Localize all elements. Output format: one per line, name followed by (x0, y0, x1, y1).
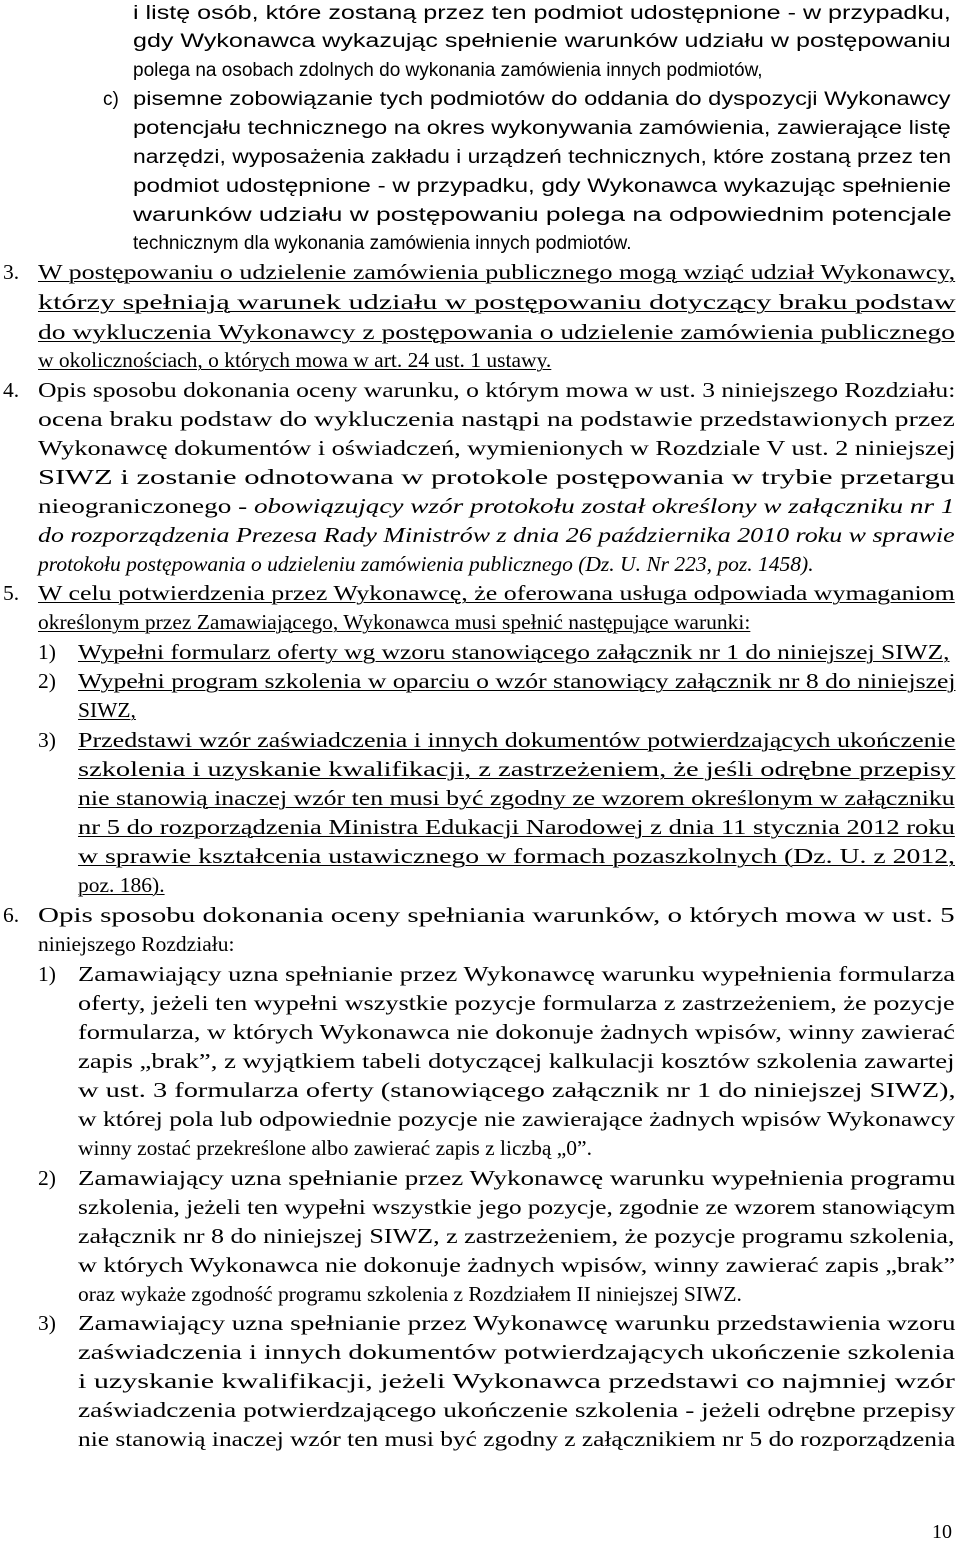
section-6-item-line: Zamawiający uzna spełnianie przez Wykonawcę warunku przedstawienia wzoru (78, 1311, 956, 1335)
section-5-item-line: Przedstawi wzór zaświadczenia i innych dokumentów potwierdzających ukończenie (78, 728, 956, 752)
section-5-item-marker: 1) (38, 640, 56, 664)
section-6-item-line: zaświadczenia i innych dokumentów potwierdzających ukończenie szkolenia (78, 1340, 955, 1364)
item-c-line: potencjału technicznego na okres wykonywania zamówienia, zawierające listę (133, 118, 951, 139)
item-c-marker: c) (103, 89, 119, 110)
section-6-item-line: zaświadczenia potwierdzającego ukończenie szkolenia - jeżeli odrębne przepisy (78, 1398, 956, 1422)
section-5-item-marker: 2) (38, 669, 56, 693)
section-5-item-marker: 3) (38, 728, 56, 752)
section-3-line: do wykluczenia Wykonawcy z postępowania o udzielenie zamówienia publicznego (38, 320, 955, 344)
section-6-item-line: w której pola lub odpowiednie pozycje nie zawierające żadnych wpisów Wykonawcy (78, 1107, 956, 1131)
section-5-item-line: Wypełni program szkolenia w oparciu o wzór stanowiący załącznik nr 8 do niniejszej (78, 669, 956, 693)
section-4-line: Opis sposobu dokonania oceny warunku, o którym mowa w ust. 3 niniejszego Rozdziału: (38, 378, 956, 402)
section-5-item-line: w sprawie kształcenia ustawicznego w formach pozaszkolnych (Dz. U. z 2012, (78, 844, 955, 868)
section-6-line: niniejszego Rozdziału: (38, 932, 235, 956)
section-6-item-marker: 1) (38, 962, 56, 986)
item-c-line: pisemne zobowiązanie tych podmiotów do oddania do dyspozycji Wykonawcy (133, 89, 951, 110)
page-number: 10 (932, 1521, 952, 1543)
section-6-item-marker: 2) (38, 1166, 56, 1190)
section-5-item-line: Wypełni formularz oferty wg wzoru stanowiącego załącznik nr 1 do niniejszej SIWZ, (78, 640, 950, 664)
section-5-item-line: nr 5 do rozporządzenia Ministra Edukacji Narodowej z dnia 11 stycznia 2012 roku (78, 815, 955, 839)
section-5-item-line: szkolenia i uzyskanie kwalifikacji, z zastrzeżeniem, że jeśli odrębne przepisy (78, 757, 956, 781)
item-c-line: technicznym dla wykonania zamówienia innych podmiotów. (133, 233, 632, 254)
section-6-item-line: załącznik nr 8 do niniejszej SIWZ, z zastrzeżeniem, że pozycje programu szkolenia, (78, 1224, 955, 1248)
section-4-line: SIWZ i zostanie odnotowana w protokole postępowania w trybie przetargu (38, 465, 956, 489)
section-6-item-line: Zamawiający uzna spełnianie przez Wykonawcę warunku wypełnienia programu (78, 1166, 956, 1190)
section-3-line: W postępowaniu o udzielenie zamówienia publicznego mogą wziąć udział Wykonawcy, (38, 260, 956, 284)
section-5-line: W celu potwierdzenia przez Wykonawcę, że oferowana usługa odpowiada wymaganiom (38, 581, 955, 605)
section-4-mixed-italic: obowiązujący wzór protokołu został określony w załączniku nr 1 (253, 494, 955, 518)
section-5-line: określonym przez Zamawiającego, Wykonawca musi spełnić następujące warunki: (38, 610, 751, 634)
section-6-item-line: oferty, jeżeli ten wypełni wszystkie pozycje formularza z zastrzeżeniem, że pozycje (78, 991, 955, 1015)
item-c-line: narzędzi, wyposażenia zakładu i urządzeń technicznych, które zostaną przez ten (133, 147, 952, 168)
intro-line: gdy Wykonawca wykazując spełnienie warunków udziału w postępowaniu (133, 31, 951, 52)
section-4-mixed-line (38, 496, 954, 518)
section-6-marker: 6. (3, 903, 20, 927)
section-6-item-marker: 3) (38, 1311, 56, 1335)
intro-line: polega na osobach zdolnych do wykonania zamówienia innych podmiotów, (133, 60, 763, 81)
section-6-item-line: szkolenia, jeżeli ten wypełni wszystkie jego pozycje, zgodnie ze wzorem stanowiącym (78, 1195, 956, 1219)
section-6-item-line: zapis „brak”, z wyjątkiem tabeli dotyczącej kalkulacji kosztów szkolenia zawartej (78, 1049, 955, 1073)
section-6-item-line: i uzyskanie kwalifikacji, jeżeli Wykonawca przedstawi co najmniej wzór (78, 1369, 955, 1393)
section-6-item-line: nie stanowią inaczej wzór ten musi być zgodny z załącznikiem nr 5 do rozporządzenia (78, 1427, 956, 1451)
section-6-line: Opis sposobu dokonania oceny spełniania warunków, o których mowa w ust. 5 (38, 903, 955, 927)
section-6-item-line: formularza, w których Wykonawca nie dokonuje żadnych wpisów, winny zawierać (78, 1020, 955, 1044)
section-6-item-line: Zamawiający uzna spełnianie przez Wykonawcę warunku wypełnienia formularza (78, 962, 956, 986)
section-4-italic-line: protokołu postępowania o udzieleniu zamówienia publicznego (Dz. U. Nr 223, poz. 1458). (38, 552, 814, 576)
intro-line: i listę osób, które zostaną przez ten podmiot udostępnione - w przypadku, (133, 3, 951, 24)
section-4-line: ocena braku podstaw do wykluczenia nastąpi na podstawie przedstawionych przez (38, 407, 955, 431)
section-3-line: którzy spełniają warunek udziału w postępowaniu dotyczący braku podstaw (38, 290, 956, 314)
section-3-line: w okolicznościach, o których mowa w art. 24 ust. 1 ustawy. (38, 348, 552, 372)
section-6-item-line: w których Wykonawca nie dokonuje żadnych wpisów, winny zawierać zapis „brak” (78, 1253, 956, 1277)
section-6-item-line: w ust. 3 formularza oferty (stanowiącego załącznik nr 1 do niniejszej SIWZ), (78, 1078, 956, 1102)
item-c-line: podmiot udostępnione - w przypadku, gdy Wykonawca wykazując spełnienie (133, 176, 952, 197)
section-4-italic-line: do rozporządzenia Prezesa Rady Ministrów z dnia 26 października 2010 roku w sprawie (38, 523, 955, 547)
section-3-marker: 3. (3, 260, 20, 284)
section-5-item-line: nie stanowią inaczej wzór ten musi być zgodny ze wzorem określonym w załączniku (78, 786, 955, 810)
section-4-line: Wykonawcę dokumentów i oświadczeń, wymienionych w Rozdziale V ust. 2 niniejszej (38, 436, 956, 460)
section-4-mixed-normal: nieograniczonego - (38, 494, 254, 518)
section-6-item-line: winny zostać przekreślone albo zawierać zapis z liczbą „0”. (78, 1136, 592, 1160)
section-5-item-line: SIWZ, (78, 698, 136, 722)
section-5-item-line: poz. 186). (78, 873, 165, 897)
section-5-marker: 5. (3, 581, 20, 605)
section-6-item-line: oraz wykaże zgodność programu szkolenia z Rozdziałem II niniejszej SIWZ. (78, 1282, 742, 1306)
item-c-line: warunków udziału w postępowaniu polega na odpowiednim potencjale (133, 205, 952, 226)
section-4-marker: 4. (3, 378, 20, 402)
